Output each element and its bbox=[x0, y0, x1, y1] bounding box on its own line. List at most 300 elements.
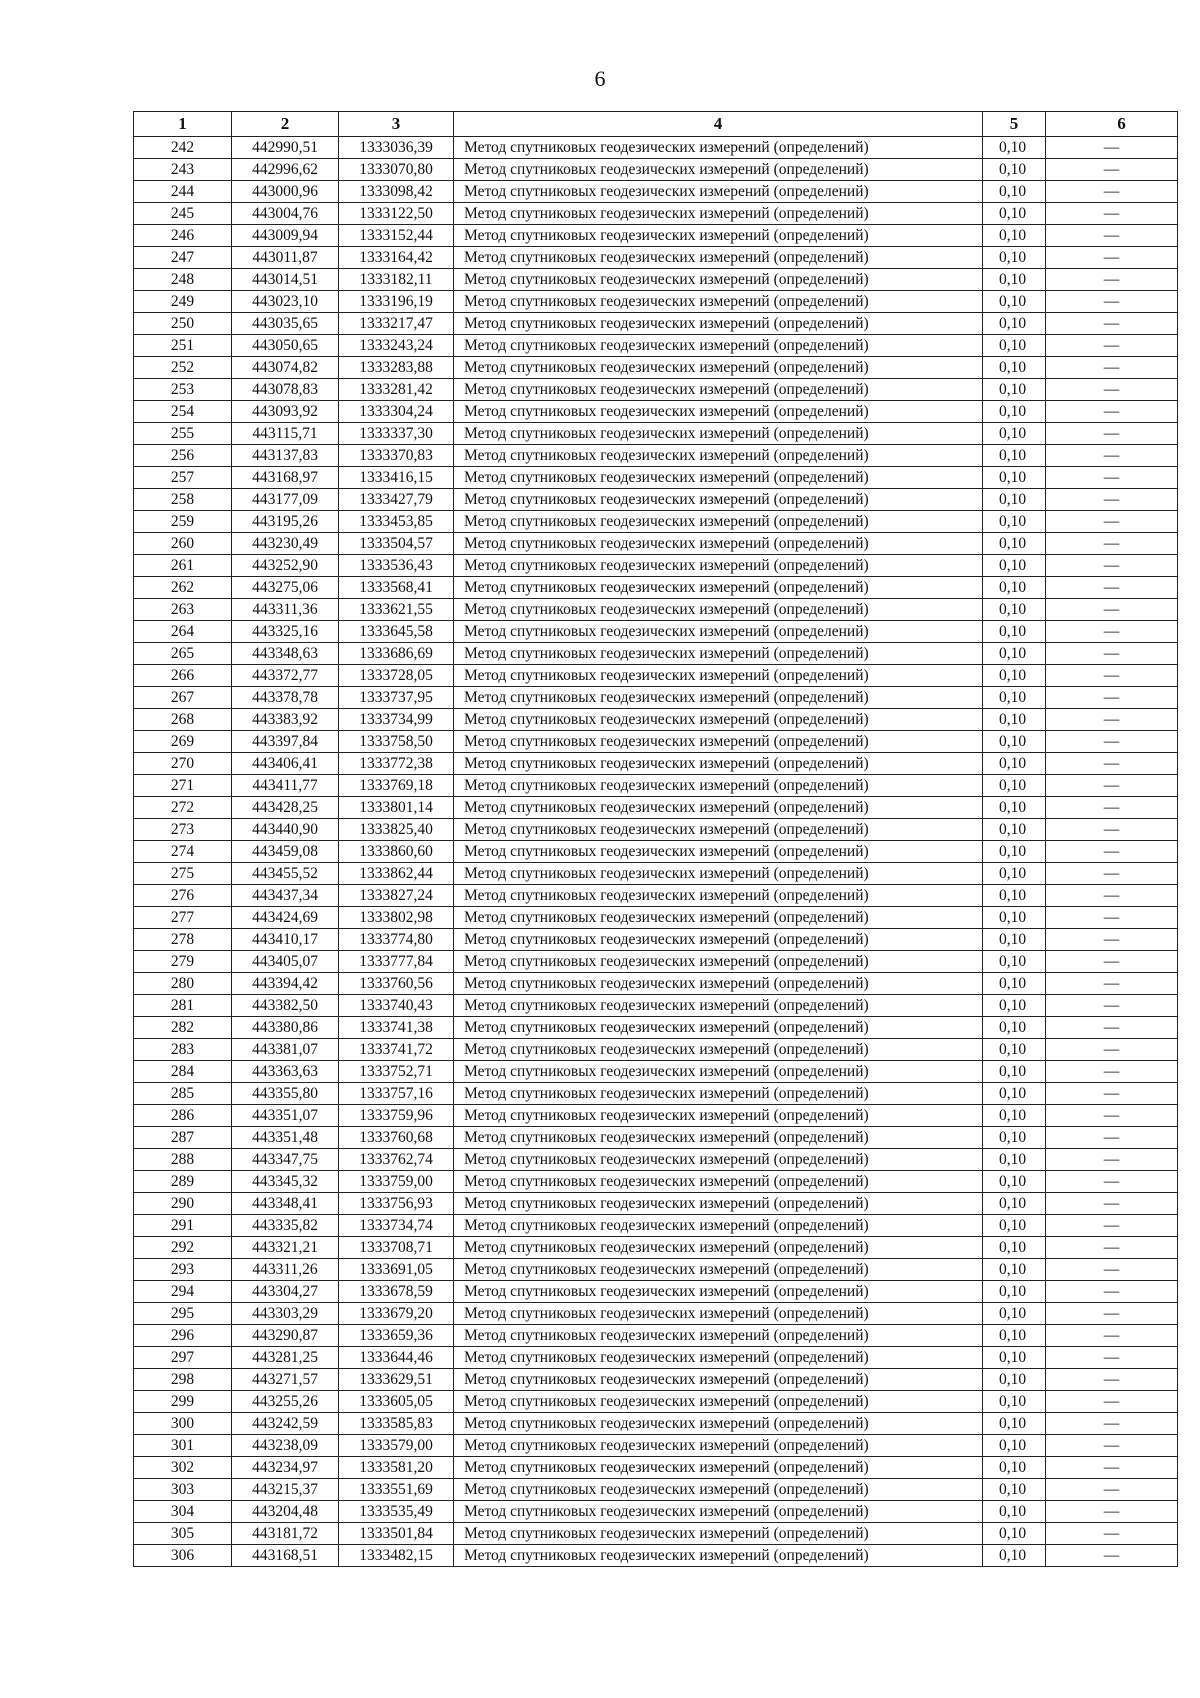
note-cell: — bbox=[1046, 621, 1178, 643]
note-cell: — bbox=[1046, 225, 1178, 247]
table-row bbox=[134, 181, 1178, 203]
note-cell: — bbox=[1046, 489, 1178, 511]
y-coordinate-cell: 1333036,39 bbox=[339, 137, 454, 159]
y-coordinate-cell: 1333070,80 bbox=[339, 159, 454, 181]
header-col-3: 3 bbox=[339, 112, 454, 137]
accuracy-cell: 0,10 bbox=[983, 1523, 1046, 1545]
note-cell: — bbox=[1046, 511, 1178, 533]
note-cell: — bbox=[1046, 599, 1178, 621]
accuracy-cell: 0,10 bbox=[983, 1435, 1046, 1457]
method-cell: Метод спутниковых геодезических измерений (определений) bbox=[454, 533, 983, 555]
accuracy-cell: 0,10 bbox=[983, 445, 1046, 467]
point-number-cell: 290 bbox=[134, 1193, 232, 1215]
accuracy-cell: 0,10 bbox=[983, 1171, 1046, 1193]
note-cell: — bbox=[1046, 753, 1178, 775]
accuracy-cell: 0,10 bbox=[983, 1149, 1046, 1171]
point-number-cell: 304 bbox=[134, 1501, 232, 1523]
point-number-cell: 280 bbox=[134, 973, 232, 995]
point-number-cell: 292 bbox=[134, 1237, 232, 1259]
table-row bbox=[134, 445, 1178, 467]
note-cell: — bbox=[1046, 1061, 1178, 1083]
table-row bbox=[134, 1259, 1178, 1281]
x-coordinate-cell: 443304,27 bbox=[232, 1281, 339, 1303]
x-coordinate-cell: 443410,17 bbox=[232, 929, 339, 951]
method-cell: Метод спутниковых геодезических измерений (определений) bbox=[454, 1303, 983, 1325]
table-row bbox=[134, 203, 1178, 225]
point-number-cell: 257 bbox=[134, 467, 232, 489]
point-number-cell: 256 bbox=[134, 445, 232, 467]
method-cell: Метод спутниковых геодезических измерений (определений) bbox=[454, 841, 983, 863]
accuracy-cell: 0,10 bbox=[983, 1193, 1046, 1215]
x-coordinate-cell: 443311,36 bbox=[232, 599, 339, 621]
x-coordinate-cell: 443325,16 bbox=[232, 621, 339, 643]
method-cell: Метод спутниковых геодезических измерений (определений) bbox=[454, 1061, 983, 1083]
method-cell: Метод спутниковых геодезических измерений (определений) bbox=[454, 819, 983, 841]
y-coordinate-cell: 1333759,96 bbox=[339, 1105, 454, 1127]
x-coordinate-cell: 443074,82 bbox=[232, 357, 339, 379]
y-coordinate-cell: 1333860,60 bbox=[339, 841, 454, 863]
point-number-cell: 289 bbox=[134, 1171, 232, 1193]
point-number-cell: 242 bbox=[134, 137, 232, 159]
note-cell: — bbox=[1046, 467, 1178, 489]
accuracy-cell: 0,10 bbox=[983, 709, 1046, 731]
accuracy-cell: 0,10 bbox=[983, 1061, 1046, 1083]
x-coordinate-cell: 443382,50 bbox=[232, 995, 339, 1017]
x-coordinate-cell: 443275,06 bbox=[232, 577, 339, 599]
x-coordinate-cell: 443035,65 bbox=[232, 313, 339, 335]
note-cell: — bbox=[1046, 1457, 1178, 1479]
method-cell: Метод спутниковых геодезических измерений (определений) bbox=[454, 577, 983, 599]
accuracy-cell: 0,10 bbox=[983, 467, 1046, 489]
accuracy-cell: 0,10 bbox=[983, 819, 1046, 841]
table-row bbox=[134, 291, 1178, 313]
accuracy-cell: 0,10 bbox=[983, 1413, 1046, 1435]
method-cell: Метод спутниковых геодезических измерений (определений) bbox=[454, 1391, 983, 1413]
y-coordinate-cell: 1333762,74 bbox=[339, 1149, 454, 1171]
x-coordinate-cell: 443397,84 bbox=[232, 731, 339, 753]
method-cell: Метод спутниковых геодезических измерений (определений) bbox=[454, 225, 983, 247]
note-cell: — bbox=[1046, 687, 1178, 709]
note-cell: — bbox=[1046, 1259, 1178, 1281]
y-coordinate-cell: 1333740,43 bbox=[339, 995, 454, 1017]
method-cell: Метод спутниковых геодезических измерений (определений) bbox=[454, 181, 983, 203]
table-row bbox=[134, 555, 1178, 577]
point-number-cell: 267 bbox=[134, 687, 232, 709]
table-row bbox=[134, 423, 1178, 445]
note-cell: — bbox=[1046, 335, 1178, 357]
table-row bbox=[134, 1149, 1178, 1171]
accuracy-cell: 0,10 bbox=[983, 181, 1046, 203]
note-cell: — bbox=[1046, 1017, 1178, 1039]
note-cell: — bbox=[1046, 1149, 1178, 1171]
point-number-cell: 286 bbox=[134, 1105, 232, 1127]
method-cell: Метод спутниковых геодезических измерений (определений) bbox=[454, 1325, 983, 1347]
note-cell: — bbox=[1046, 1303, 1178, 1325]
table-row bbox=[134, 467, 1178, 489]
method-cell: Метод спутниковых геодезических измерений (определений) bbox=[454, 951, 983, 973]
method-cell: Метод спутниковых геодезических измерений (определений) bbox=[454, 1523, 983, 1545]
x-coordinate-cell: 443078,83 bbox=[232, 379, 339, 401]
point-number-cell: 253 bbox=[134, 379, 232, 401]
note-cell: — bbox=[1046, 379, 1178, 401]
accuracy-cell: 0,10 bbox=[983, 1105, 1046, 1127]
y-coordinate-cell: 1333679,20 bbox=[339, 1303, 454, 1325]
point-number-cell: 279 bbox=[134, 951, 232, 973]
note-cell: — bbox=[1046, 137, 1178, 159]
method-cell: Метод спутниковых геодезических измерений (определений) bbox=[454, 423, 983, 445]
table-row bbox=[134, 401, 1178, 423]
accuracy-cell: 0,10 bbox=[983, 775, 1046, 797]
point-number-cell: 305 bbox=[134, 1523, 232, 1545]
x-coordinate-cell: 443204,48 bbox=[232, 1501, 339, 1523]
accuracy-cell: 0,10 bbox=[983, 313, 1046, 335]
method-cell: Метод спутниковых геодезических измерений (определений) bbox=[454, 1281, 983, 1303]
x-coordinate-cell: 443383,92 bbox=[232, 709, 339, 731]
note-cell: — bbox=[1046, 247, 1178, 269]
point-number-cell: 285 bbox=[134, 1083, 232, 1105]
note-cell: — bbox=[1046, 357, 1178, 379]
x-coordinate-cell: 443023,10 bbox=[232, 291, 339, 313]
point-number-cell: 296 bbox=[134, 1325, 232, 1347]
point-number-cell: 277 bbox=[134, 907, 232, 929]
x-coordinate-cell: 443348,63 bbox=[232, 643, 339, 665]
table-row bbox=[134, 599, 1178, 621]
table-row bbox=[134, 247, 1178, 269]
accuracy-cell: 0,10 bbox=[983, 1215, 1046, 1237]
y-coordinate-cell: 1333243,24 bbox=[339, 335, 454, 357]
note-cell: — bbox=[1046, 291, 1178, 313]
accuracy-cell: 0,10 bbox=[983, 247, 1046, 269]
y-coordinate-cell: 1333579,00 bbox=[339, 1435, 454, 1457]
x-coordinate-cell: 443437,34 bbox=[232, 885, 339, 907]
x-coordinate-cell: 443380,86 bbox=[232, 1017, 339, 1039]
y-coordinate-cell: 1333504,57 bbox=[339, 533, 454, 555]
point-number-cell: 276 bbox=[134, 885, 232, 907]
x-coordinate-cell: 443255,26 bbox=[232, 1391, 339, 1413]
accuracy-cell: 0,10 bbox=[983, 511, 1046, 533]
table-row bbox=[134, 1061, 1178, 1083]
note-cell: — bbox=[1046, 973, 1178, 995]
note-cell: — bbox=[1046, 709, 1178, 731]
note-cell: — bbox=[1046, 1105, 1178, 1127]
note-cell: — bbox=[1046, 1193, 1178, 1215]
method-cell: Метод спутниковых геодезических измерений (определений) bbox=[454, 643, 983, 665]
table-row bbox=[134, 1083, 1178, 1105]
note-cell: — bbox=[1046, 533, 1178, 555]
y-coordinate-cell: 1333370,83 bbox=[339, 445, 454, 467]
point-number-cell: 245 bbox=[134, 203, 232, 225]
point-number-cell: 252 bbox=[134, 357, 232, 379]
method-cell: Метод спутниковых геодезических измерений (определений) bbox=[454, 1149, 983, 1171]
table-row bbox=[134, 797, 1178, 819]
accuracy-cell: 0,10 bbox=[983, 159, 1046, 181]
table-row bbox=[134, 489, 1178, 511]
accuracy-cell: 0,10 bbox=[983, 643, 1046, 665]
note-cell: — bbox=[1046, 269, 1178, 291]
table-row bbox=[134, 841, 1178, 863]
table-row bbox=[134, 907, 1178, 929]
accuracy-cell: 0,10 bbox=[983, 1347, 1046, 1369]
x-coordinate-cell: 443271,57 bbox=[232, 1369, 339, 1391]
y-coordinate-cell: 1333644,46 bbox=[339, 1347, 454, 1369]
y-coordinate-cell: 1333196,19 bbox=[339, 291, 454, 313]
y-coordinate-cell: 1333164,42 bbox=[339, 247, 454, 269]
x-coordinate-cell: 443281,25 bbox=[232, 1347, 339, 1369]
note-cell: — bbox=[1046, 643, 1178, 665]
accuracy-cell: 0,10 bbox=[983, 687, 1046, 709]
point-number-cell: 295 bbox=[134, 1303, 232, 1325]
table-row bbox=[134, 731, 1178, 753]
method-cell: Метод спутниковых геодезических измерений (определений) bbox=[454, 1127, 983, 1149]
point-number-cell: 298 bbox=[134, 1369, 232, 1391]
accuracy-cell: 0,10 bbox=[983, 1479, 1046, 1501]
table-header bbox=[134, 112, 1178, 137]
table-row bbox=[134, 357, 1178, 379]
table-row bbox=[134, 335, 1178, 357]
note-cell: — bbox=[1046, 1479, 1178, 1501]
method-cell: Метод спутниковых геодезических измерений (определений) bbox=[454, 379, 983, 401]
point-number-cell: 243 bbox=[134, 159, 232, 181]
method-cell: Метод спутниковых геодезических измерений (определений) bbox=[454, 709, 983, 731]
header-col-4: 4 bbox=[454, 112, 983, 137]
method-cell: Метод спутниковых геодезических измерений (определений) bbox=[454, 445, 983, 467]
method-cell: Метод спутниковых геодезических измерений (определений) bbox=[454, 1435, 983, 1457]
method-cell: Метод спутниковых геодезических измерений (определений) bbox=[454, 753, 983, 775]
point-number-cell: 278 bbox=[134, 929, 232, 951]
accuracy-cell: 0,10 bbox=[983, 841, 1046, 863]
method-cell: Метод спутниковых геодезических измерений (определений) bbox=[454, 1039, 983, 1061]
accuracy-cell: 0,10 bbox=[983, 335, 1046, 357]
table-row bbox=[134, 1391, 1178, 1413]
x-coordinate-cell: 443290,87 bbox=[232, 1325, 339, 1347]
point-number-cell: 244 bbox=[134, 181, 232, 203]
y-coordinate-cell: 1333759,00 bbox=[339, 1171, 454, 1193]
table-row bbox=[134, 1303, 1178, 1325]
y-coordinate-cell: 1333645,58 bbox=[339, 621, 454, 643]
table-row bbox=[134, 1501, 1178, 1523]
point-number-cell: 251 bbox=[134, 335, 232, 357]
y-coordinate-cell: 1333741,72 bbox=[339, 1039, 454, 1061]
method-cell: Метод спутниковых геодезических измерений (определений) bbox=[454, 489, 983, 511]
note-cell: — bbox=[1046, 1237, 1178, 1259]
note-cell: — bbox=[1046, 819, 1178, 841]
y-coordinate-cell: 1333629,51 bbox=[339, 1369, 454, 1391]
x-coordinate-cell: 442996,62 bbox=[232, 159, 339, 181]
y-coordinate-cell: 1333304,24 bbox=[339, 401, 454, 423]
table-row bbox=[134, 1413, 1178, 1435]
accuracy-cell: 0,10 bbox=[983, 665, 1046, 687]
y-coordinate-cell: 1333802,98 bbox=[339, 907, 454, 929]
coordinates-table bbox=[133, 111, 1178, 1567]
x-coordinate-cell: 443411,77 bbox=[232, 775, 339, 797]
x-coordinate-cell: 443394,42 bbox=[232, 973, 339, 995]
note-cell: — bbox=[1046, 1545, 1178, 1567]
table-row bbox=[134, 533, 1178, 555]
method-cell: Метод спутниковых геодезических измерений (определений) bbox=[454, 1193, 983, 1215]
point-number-cell: 275 bbox=[134, 863, 232, 885]
table-row bbox=[134, 863, 1178, 885]
x-coordinate-cell: 443424,69 bbox=[232, 907, 339, 929]
note-cell: — bbox=[1046, 995, 1178, 1017]
table-row bbox=[134, 1457, 1178, 1479]
x-coordinate-cell: 443115,71 bbox=[232, 423, 339, 445]
table-row bbox=[134, 511, 1178, 533]
point-number-cell: 302 bbox=[134, 1457, 232, 1479]
accuracy-cell: 0,10 bbox=[983, 1303, 1046, 1325]
method-cell: Метод спутниковых геодезических измерений (определений) bbox=[454, 335, 983, 357]
point-number-cell: 287 bbox=[134, 1127, 232, 1149]
y-coordinate-cell: 1333769,18 bbox=[339, 775, 454, 797]
method-cell: Метод спутниковых геодезических измерений (определений) bbox=[454, 599, 983, 621]
y-coordinate-cell: 1333752,71 bbox=[339, 1061, 454, 1083]
method-cell: Метод спутниковых геодезических измерений (определений) bbox=[454, 995, 983, 1017]
table-row bbox=[134, 1347, 1178, 1369]
point-number-cell: 254 bbox=[134, 401, 232, 423]
method-cell: Метод спутниковых геодезических измерений (определений) bbox=[454, 1171, 983, 1193]
x-coordinate-cell: 443230,49 bbox=[232, 533, 339, 555]
point-number-cell: 273 bbox=[134, 819, 232, 841]
table-row bbox=[134, 643, 1178, 665]
y-coordinate-cell: 1333756,93 bbox=[339, 1193, 454, 1215]
method-cell: Метод спутниковых геодезических измерений (определений) bbox=[454, 885, 983, 907]
x-coordinate-cell: 443381,07 bbox=[232, 1039, 339, 1061]
table-row bbox=[134, 687, 1178, 709]
note-cell: — bbox=[1046, 1501, 1178, 1523]
x-coordinate-cell: 443181,72 bbox=[232, 1523, 339, 1545]
point-number-cell: 266 bbox=[134, 665, 232, 687]
x-coordinate-cell: 443050,65 bbox=[232, 335, 339, 357]
x-coordinate-cell: 443009,94 bbox=[232, 225, 339, 247]
method-cell: Метод спутниковых геодезических измерений (определений) bbox=[454, 1369, 983, 1391]
table-row bbox=[134, 225, 1178, 247]
accuracy-cell: 0,10 bbox=[983, 357, 1046, 379]
note-cell: — bbox=[1046, 1039, 1178, 1061]
accuracy-cell: 0,10 bbox=[983, 1369, 1046, 1391]
x-coordinate-cell: 443440,90 bbox=[232, 819, 339, 841]
table-row bbox=[134, 269, 1178, 291]
header-col-1: 1 bbox=[134, 112, 232, 137]
point-number-cell: 284 bbox=[134, 1061, 232, 1083]
accuracy-cell: 0,10 bbox=[983, 577, 1046, 599]
y-coordinate-cell: 1333536,43 bbox=[339, 555, 454, 577]
method-cell: Метод спутниковых геодезических измерений (определений) bbox=[454, 291, 983, 313]
table-row bbox=[134, 1479, 1178, 1501]
note-cell: — bbox=[1046, 445, 1178, 467]
accuracy-cell: 0,10 bbox=[983, 1457, 1046, 1479]
point-number-cell: 258 bbox=[134, 489, 232, 511]
method-cell: Метод спутниковых геодезических измерений (определений) bbox=[454, 1545, 983, 1567]
x-coordinate-cell: 443011,87 bbox=[232, 247, 339, 269]
x-coordinate-cell: 443242,59 bbox=[232, 1413, 339, 1435]
y-coordinate-cell: 1333283,88 bbox=[339, 357, 454, 379]
point-number-cell: 268 bbox=[134, 709, 232, 731]
x-coordinate-cell: 442990,51 bbox=[232, 137, 339, 159]
note-cell: — bbox=[1046, 1347, 1178, 1369]
table-row bbox=[134, 1435, 1178, 1457]
y-coordinate-cell: 1333621,55 bbox=[339, 599, 454, 621]
x-coordinate-cell: 443004,76 bbox=[232, 203, 339, 225]
method-cell: Метод спутниковых геодезических измерений (определений) bbox=[454, 687, 983, 709]
table-row bbox=[134, 973, 1178, 995]
method-cell: Метод спутниковых геодезических измерений (определений) bbox=[454, 401, 983, 423]
y-coordinate-cell: 1333098,42 bbox=[339, 181, 454, 203]
method-cell: Метод спутниковых геодезических измерений (определений) bbox=[454, 929, 983, 951]
table-row bbox=[134, 1017, 1178, 1039]
note-cell: — bbox=[1046, 1391, 1178, 1413]
y-coordinate-cell: 1333482,15 bbox=[339, 1545, 454, 1567]
y-coordinate-cell: 1333122,50 bbox=[339, 203, 454, 225]
table-row bbox=[134, 665, 1178, 687]
header-col-2: 2 bbox=[232, 112, 339, 137]
y-coordinate-cell: 1333760,68 bbox=[339, 1127, 454, 1149]
table-body bbox=[134, 137, 1178, 1567]
point-number-cell: 250 bbox=[134, 313, 232, 335]
method-cell: Метод спутниковых геодезических измерений (определений) bbox=[454, 731, 983, 753]
y-coordinate-cell: 1333862,44 bbox=[339, 863, 454, 885]
method-cell: Метод спутниковых геодезических измерений (определений) bbox=[454, 973, 983, 995]
accuracy-cell: 0,10 bbox=[983, 489, 1046, 511]
accuracy-cell: 0,10 bbox=[983, 885, 1046, 907]
y-coordinate-cell: 1333568,41 bbox=[339, 577, 454, 599]
note-cell: — bbox=[1046, 555, 1178, 577]
x-coordinate-cell: 443455,52 bbox=[232, 863, 339, 885]
method-cell: Метод спутниковых геодезических измерений (определений) bbox=[454, 313, 983, 335]
table-row bbox=[134, 1369, 1178, 1391]
x-coordinate-cell: 443406,41 bbox=[232, 753, 339, 775]
y-coordinate-cell: 1333535,49 bbox=[339, 1501, 454, 1523]
point-number-cell: 255 bbox=[134, 423, 232, 445]
method-cell: Метод спутниковых геодезических измерений (определений) bbox=[454, 357, 983, 379]
table-row bbox=[134, 1523, 1178, 1545]
accuracy-cell: 0,10 bbox=[983, 225, 1046, 247]
note-cell: — bbox=[1046, 797, 1178, 819]
page-number: 6 bbox=[594, 66, 606, 91]
table-row bbox=[134, 1171, 1178, 1193]
point-number-cell: 263 bbox=[134, 599, 232, 621]
y-coordinate-cell: 1333551,69 bbox=[339, 1479, 454, 1501]
accuracy-cell: 0,10 bbox=[983, 1281, 1046, 1303]
method-cell: Метод спутниковых геодезических измерений (определений) bbox=[454, 797, 983, 819]
point-number-cell: 260 bbox=[134, 533, 232, 555]
accuracy-cell: 0,10 bbox=[983, 1545, 1046, 1567]
x-coordinate-cell: 443405,07 bbox=[232, 951, 339, 973]
y-coordinate-cell: 1333501,84 bbox=[339, 1523, 454, 1545]
table-row bbox=[134, 313, 1178, 335]
x-coordinate-cell: 443303,29 bbox=[232, 1303, 339, 1325]
x-coordinate-cell: 443335,82 bbox=[232, 1215, 339, 1237]
y-coordinate-cell: 1333659,36 bbox=[339, 1325, 454, 1347]
table-row bbox=[134, 753, 1178, 775]
accuracy-cell: 0,10 bbox=[983, 621, 1046, 643]
note-cell: — bbox=[1046, 929, 1178, 951]
accuracy-cell: 0,10 bbox=[983, 1237, 1046, 1259]
y-coordinate-cell: 1333281,42 bbox=[339, 379, 454, 401]
x-coordinate-cell: 443252,90 bbox=[232, 555, 339, 577]
note-cell: — bbox=[1046, 1127, 1178, 1149]
point-number-cell: 248 bbox=[134, 269, 232, 291]
x-coordinate-cell: 443137,83 bbox=[232, 445, 339, 467]
y-coordinate-cell: 1333182,11 bbox=[339, 269, 454, 291]
table-row bbox=[134, 951, 1178, 973]
accuracy-cell: 0,10 bbox=[983, 753, 1046, 775]
accuracy-cell: 0,10 bbox=[983, 599, 1046, 621]
point-number-cell: 297 bbox=[134, 1347, 232, 1369]
point-number-cell: 291 bbox=[134, 1215, 232, 1237]
x-coordinate-cell: 443345,32 bbox=[232, 1171, 339, 1193]
table-row bbox=[134, 1237, 1178, 1259]
method-cell: Метод спутниковых геодезических измерений (определений) bbox=[454, 1501, 983, 1523]
x-coordinate-cell: 443014,51 bbox=[232, 269, 339, 291]
